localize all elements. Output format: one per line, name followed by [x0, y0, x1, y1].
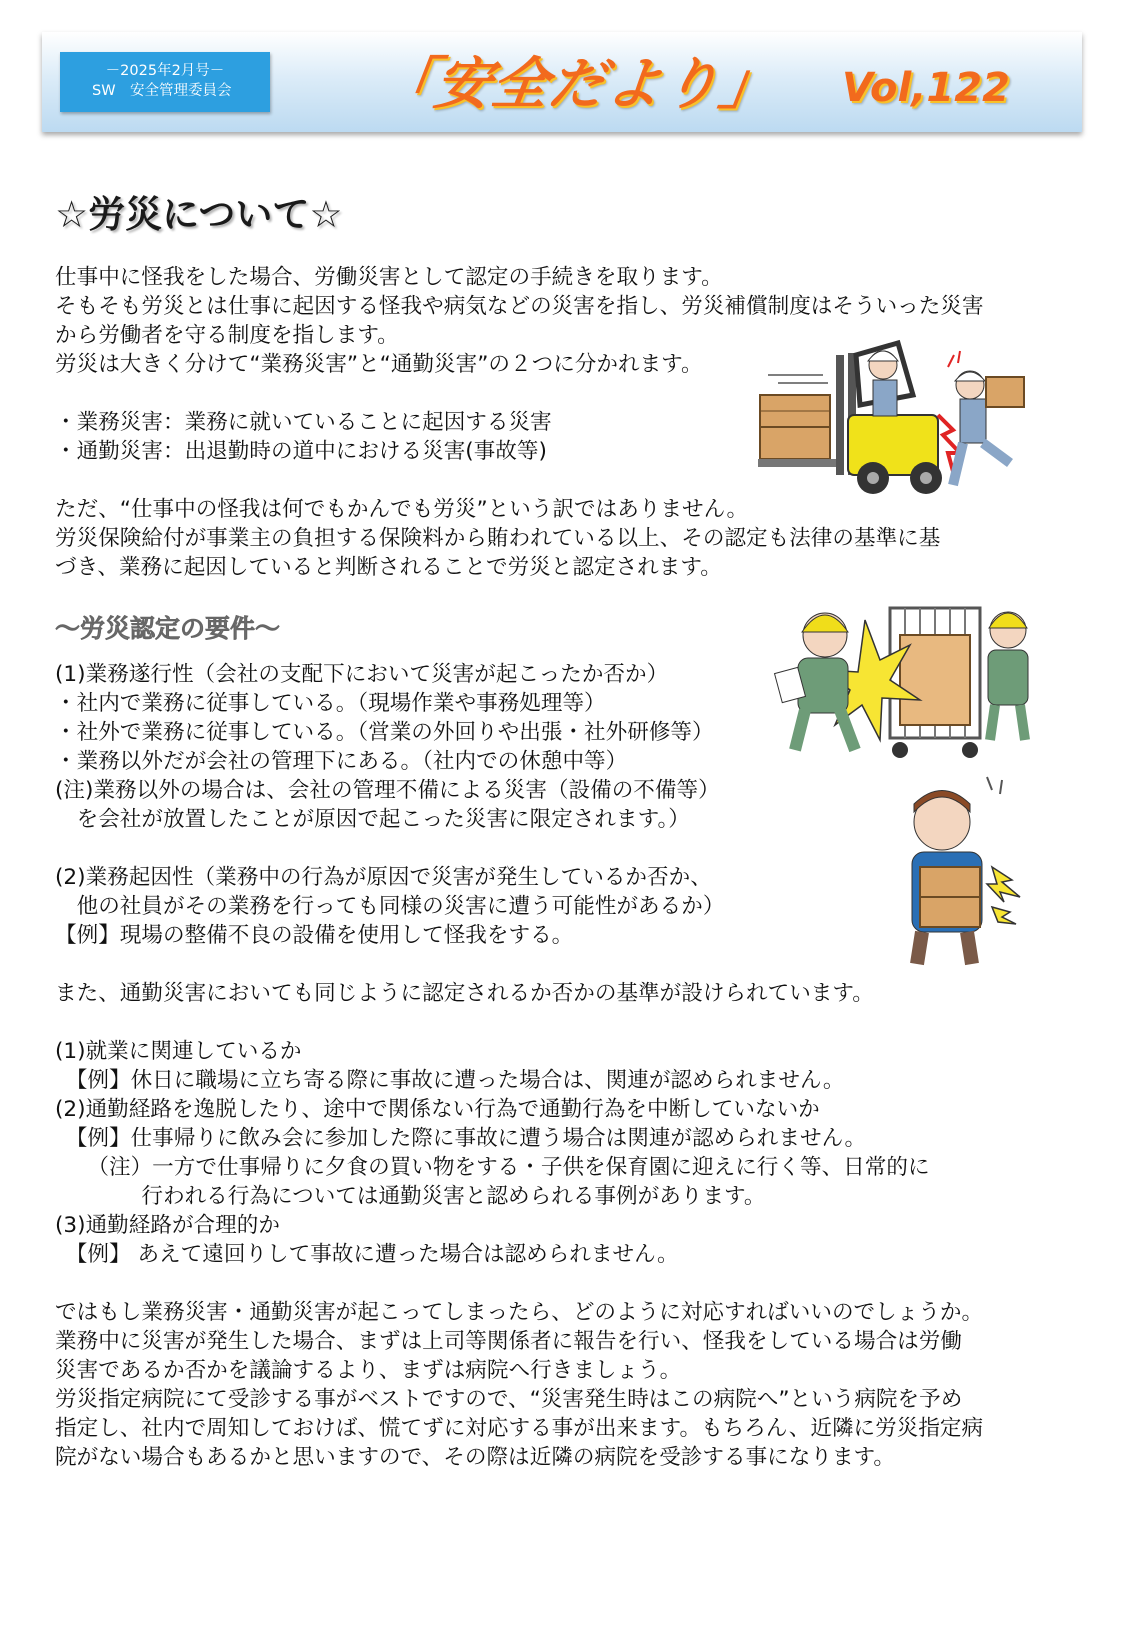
list-item: ・社外で業務に従事している。（営業の外回りや出張・社外研修等） [55, 720, 714, 745]
paragraph-line: ではもし業務災害・通勤災害が起こってしまったら、どのように対応すればいいのでしょうか。 [55, 1300, 984, 1325]
list-item: ・業務以外だが会社の管理下にある。（社内での休憩中等） [55, 749, 628, 774]
paragraph-line: また、通勤災害においても同じように認定されるか否かの基準が設けられています。 [55, 981, 874, 1006]
paragraph-line: ただ、“仕事中の怪我は何でもかんでも労災”という訳ではありません。 [55, 497, 749, 522]
paragraph-line: そもそも労災とは仕事に起因する怪我や病気などの災害を指し、労災補償制度はそういった災害 [55, 294, 984, 319]
list-item: 【例】休日に職場に立ち寄る際に事故に遭った場合は、関連が認められません。 [55, 1068, 845, 1093]
list-item: （注）一方で仕事帰りに夕食の買い物をする・子供を保育園に迎えに行く等、日常的に [55, 1155, 930, 1180]
issue-box [60, 52, 270, 112]
list-item: 行われる行為については通勤災害と認められる事例があります。 [55, 1184, 766, 1209]
list-item: を会社が放置したことが原因で起こった災害に限定されます。） [55, 807, 690, 832]
subsection-heading: ～労災認定の要件～ [55, 614, 281, 643]
list-item: (1)業務遂行性（会社の支配下において災害が起こったか否か） [55, 662, 669, 687]
list-item: (3)通勤経路が合理的か [55, 1213, 280, 1238]
issue-date: －2025年2月号－ [105, 63, 225, 79]
paragraph-line: から労働者を守る制度を指します。 [55, 323, 399, 348]
list-item: 他の社員がその業務を行っても同様の災害に遭う可能性があるか） [55, 894, 725, 919]
list-item: ・通勤災害：出退勤時の道中における災害(事故等) [55, 439, 547, 464]
list-item: ・社内で業務に従事している。（現場作業や事務処理等） [55, 691, 606, 716]
list-item: (2)業務起因性（業務中の行為が原因で災害が発生しているか否か、 [55, 865, 712, 890]
paragraph-line: 労災保険給付が事業主の負担する保険料から賄われている以上、その認定も法律の基準に基 [55, 526, 941, 551]
committee-name: SW 安全管理委員会 [92, 83, 232, 99]
forklift-accident-illustration [748, 335, 1033, 500]
back-pain-illustration [842, 772, 1042, 967]
list-item: (2)通勤経路を逸脱したり、途中で関係ない行為で通勤行為を中断していないか [55, 1097, 820, 1122]
list-item: (注)業務以外の場合は、会社の管理不備による災害（設備の不備等） [55, 778, 720, 803]
paragraph-line: 仕事中に怪我をした場合、労働災害として認定の手続きを取ります。 [55, 265, 723, 290]
list-item: (1)就業に関連しているか [55, 1039, 302, 1064]
header-banner [42, 32, 1082, 132]
list-item: 【例】現場の整備不良の設備を使用して怪我をする。 [55, 923, 574, 948]
paragraph-line: づき、業務に起因していると判断されることで労災と認定されます。 [55, 555, 722, 580]
paragraph-line: 業務中に災害が発生した場合、まずは上司等関係者に報告を行い、怪我をしている場合は労働 [55, 1329, 962, 1354]
paragraph-line: 労災指定病院にて受診する事がベストですので、“災害発生時はこの病院へ”という病院を予め [55, 1387, 963, 1412]
cart-collision-illustration [770, 590, 1038, 768]
paragraph-line: 院がない場合もあるかと思いますので、その際は近隣の病院を受診する事になります。 [55, 1445, 895, 1470]
volume-number: Vol,122 [842, 65, 1010, 111]
paragraph-line: 指定し、社内で周知しておけば、慌てずに対応する事が出来ます。もちろん、近隣に労災指定病 [55, 1416, 984, 1441]
paragraph-line: 労災は大きく分けて“業務災害”と“通勤災害”の２つに分かれます。 [55, 352, 703, 377]
section-heading: ☆労災について☆ [55, 193, 343, 236]
paragraph-line: 災害であるか否かを議論するより、まずは病院へ行きましょう。 [55, 1358, 682, 1383]
newsletter-title: 「安全だより」 [373, 52, 782, 117]
list-item: 【例】 あえて遠回りして事故に遭った場合は認められません。 [55, 1242, 679, 1267]
list-item: 【例】仕事帰りに飲み会に参加した際に事故に遭う場合は関連が認められません。 [55, 1126, 867, 1151]
list-item: ・業務災害：業務に就いていることに起因する災害 [55, 410, 552, 435]
